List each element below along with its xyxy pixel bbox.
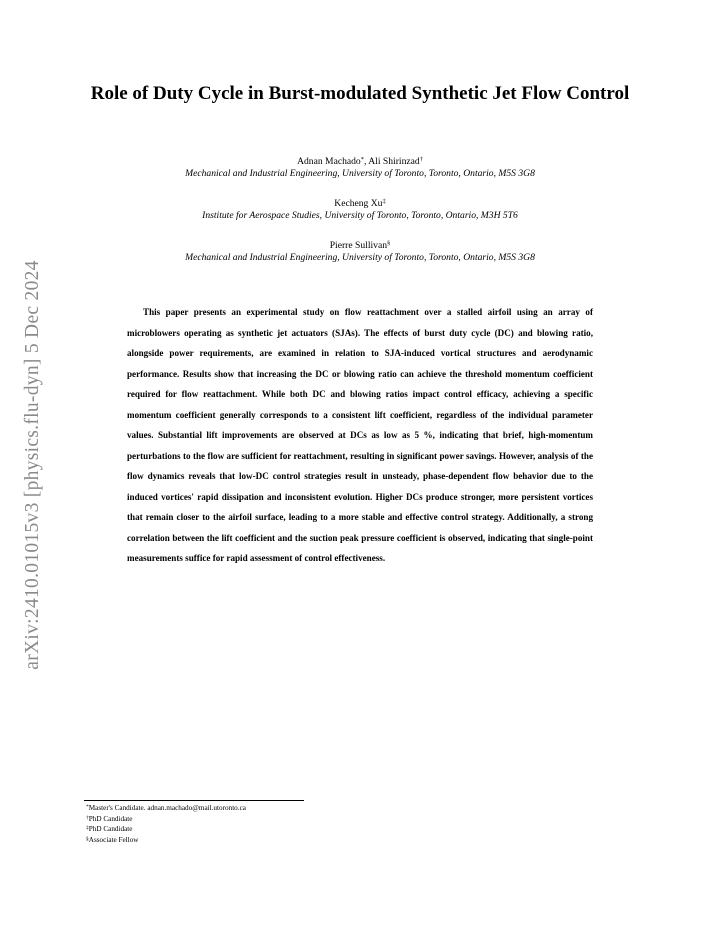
author-block: [120, 156, 600, 180]
author-affiliation: Mechanical and Industrial Engineering, University of Toronto, Toronto, Ontario, M5S 3G8: [185, 252, 535, 263]
author-block: [120, 240, 600, 264]
arxiv-stamp: [18, 220, 48, 710]
author-affiliation: Mechanical and Industrial Engineering, University of Toronto, Toronto, Ontario, M5S 3G8: [185, 168, 535, 179]
footnote-rule: [84, 800, 304, 801]
author-block: [120, 198, 600, 222]
paper-title: Role of Duty Cycle in Burst-modulated Synthetic Jet Flow Control: [90, 83, 630, 104]
author-names: Adnan Machado*, Ali Shirinzad†: [297, 156, 423, 167]
footnote: §Associate Fellow: [86, 835, 139, 844]
author-affiliation: Institute for Aerospace Studies, University of Toronto, Toronto, Ontario, M3H 5T6: [202, 210, 518, 221]
footnote: †PhD Candidate: [86, 814, 133, 823]
author-names: Pierre Sullivan§: [329, 240, 391, 251]
footnote: ‡PhD Candidate: [86, 825, 133, 833]
abstract: This paper presents an experimental study on flow reattachment over a stalled airfoil using an array of microblowers operating as synthetic jet actuators (SJAs). The effects of burst duty cycle (DC) and blowing ratio, alongside power requirements, are examined in relation to SJA-induced vortical structures and aerodynamic performance. Results show that increasing the DC or blowing ratio can achieve the threshold momentum coefficient required for flow reattachment. While both DC and blowing ratios impact control efficacy, achieving a specific momentum coefficient generally corresponds to a consistent lift coefficient, regardless of the individual parameter values. Substantial lift improvements are observed at DCs as low as 5 %, indicating that brief, high-momentum perturbations to the flow are sufficient for reattachment, resulting in significant power savings. However, analysis of the flow dynamics reveals that low-DC control strategies result in unsteady, phase-dependent flow behavior due to the induced vortices' rapid dissipation and inconsistent evolution. Higher DCs produce stronger, more persistent vortices that remain closer to the airfoil surface, leading to a more stable and effective control strategy. Additionally, a strong correlation between the lift coefficient and the suction peak pressure coefficient is observed, indicating that single-point measurements suffice for rapid assessment of control effectiveness.: [127, 307, 593, 563]
arxiv-id: arXiv:2410.01015v3 [physics.flu-dyn] 5 Dec 2024: [22, 260, 43, 670]
footnote: *Master's Candidate. adnan.machado@mail.utoronto.ca: [86, 804, 246, 812]
footnotes: [86, 803, 246, 845]
author-names: Kecheng Xu‡: [334, 198, 386, 209]
